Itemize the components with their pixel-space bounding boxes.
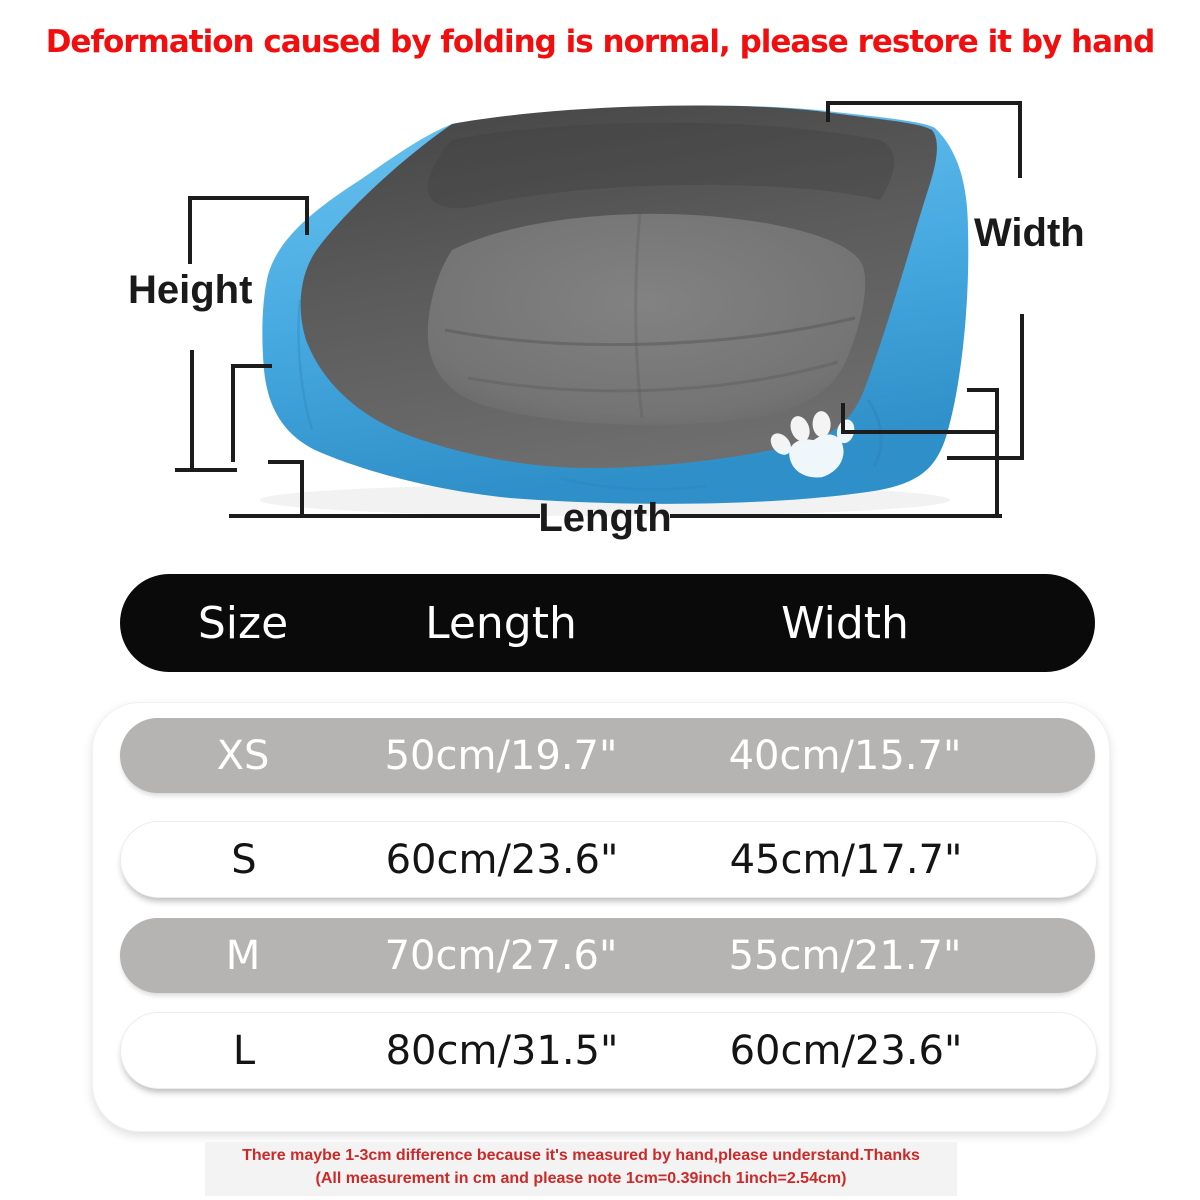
cell-size: M [225,932,261,979]
header-length: Length [425,597,577,649]
cell-length: 50cm/19.7" [384,732,618,779]
size-chart-header [120,574,1095,672]
height-label: Height [128,268,253,312]
cell-size: L [232,1027,256,1074]
cell-size: S [231,836,257,883]
measurement-note [205,1142,957,1196]
note-line-2: (All measurement in cm and please note 1cm=0.39inch 1inch=2.54cm) [315,1170,847,1187]
pet-bed-illustration [260,105,968,516]
width-tick-lower [969,390,997,516]
cell-length: 60cm/23.6" [385,836,619,883]
cell-width: 55cm/21.7" [728,932,962,979]
product-photo-diagram [0,0,1200,560]
cell-width: 60cm/23.6" [729,1027,963,1074]
size-row-xs [120,718,1095,793]
length-label: Length [538,496,672,540]
header-size: Size [197,597,289,649]
cell-length: 80cm/31.5" [385,1027,619,1074]
note-line-1: There maybe 1-3cm difference because it's measured by hand,please understand.Thanks [242,1147,920,1164]
cell-width: 45cm/17.7" [729,836,963,883]
width-label: Width [974,211,1085,255]
page-title: Deformation caused by folding is normal, please restore it by hand [45,24,1155,60]
cell-size: XS [216,732,270,779]
header-width: Width [781,597,909,649]
cell-length: 70cm/27.6" [384,932,618,979]
bed-inner-cushion [428,214,865,425]
height-bracket-inner [233,366,270,460]
length-left-tick [270,462,302,516]
size-row-m [120,918,1095,993]
cell-width: 40cm/15.7" [728,732,962,779]
size-row-l [120,1012,1097,1089]
size-row-s [120,821,1097,898]
